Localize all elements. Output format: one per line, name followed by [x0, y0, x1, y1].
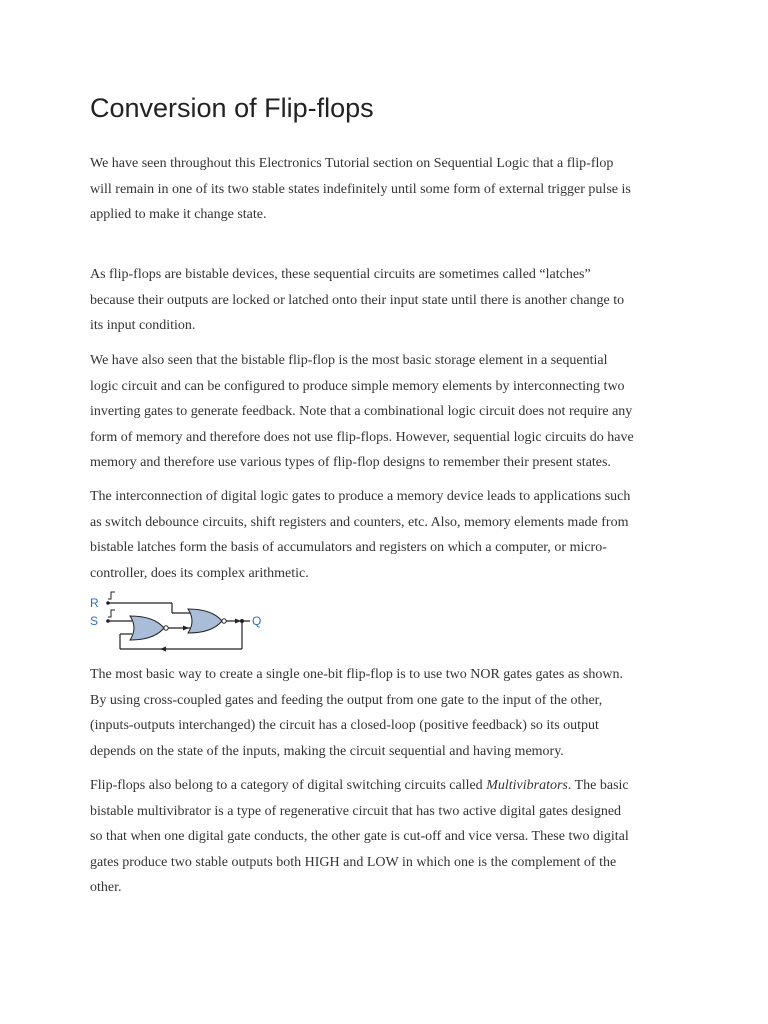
paragraph-nor-gates: [90, 662, 682, 764]
input-r-label: R: [90, 596, 99, 610]
text-line: controller, does its complex arithmetic.: [90, 565, 309, 581]
input-s-label: S: [90, 614, 99, 628]
text-line: applied to make it change state.: [90, 207, 267, 222]
text-line: bistable multivibrator is a type of regenerative circuit that has two active digital gates designed: [90, 803, 622, 819]
paragraph-storage-element: [90, 348, 682, 476]
text-segment: . The basic: [567, 778, 629, 793]
text-line: so that when one digital gate conducts, the other gate is cut-off and vice versa. These two digital: [90, 829, 629, 844]
text-line: [90, 773, 682, 799]
nor-gates: [130, 609, 222, 640]
text-line: as switch debounce circuits, shift registers and counters, etc. Also, memory elements made from: [90, 514, 629, 530]
text-line: We have seen throughout this Electronics Tutorial section on Sequential Logic that a flip-flop: [90, 156, 614, 171]
text-line: memory and therefore use various types of flip-flop designs to remember their present states.: [90, 455, 611, 470]
text-line: logic circuit and can be configured to produce simple memory elements by interconnecting two: [90, 378, 625, 394]
page-title: Conversion of Flip-flops: [90, 93, 374, 123]
text-line: bistable latches form the basis of accumulators and registers on which a computer, or micro-: [90, 540, 607, 555]
paragraph-multivibrators: [90, 773, 682, 901]
text-line: depends on the state of the inputs, making the circuit sequential and having memory.: [90, 743, 564, 759]
text-line: its input condition.: [90, 318, 196, 333]
paragraph-latches: [90, 262, 682, 339]
text-line: As flip-flops are bistable devices, these sequential circuits are sometimes called “latches”: [90, 267, 591, 282]
text-line: By using cross-coupled gates and feeding the output from one gate to the input of the other,: [90, 692, 603, 708]
text-line: The most basic way to create a single one-bit flip-flop is to use two NOR gates gates as shown.: [90, 667, 624, 682]
text-segment: Flip-flops also belong to a category of digital switching circuits called: [90, 778, 487, 793]
paragraph-applications: [90, 484, 682, 586]
text-line: because their outputs are locked or latched onto their input state until there is another change to: [90, 292, 625, 308]
text-line: gates produce two stable outputs both HIGH and LOW in which one is the complement of the: [90, 854, 617, 870]
text-line: inverting gates to generate feedback. Note that a combinational logic circuit does not require any: [90, 404, 633, 419]
circuit-wires: [108, 603, 250, 649]
text-line: will remain in one of its two stable states indefinitely until some form of external trigger pulse is: [90, 181, 631, 197]
emphasis-term: Multivibrators: [486, 778, 568, 793]
paragraph-intro: [90, 151, 682, 228]
text-line: We have also seen that the bistable flip-flop is the most basic storage element in a sequential: [90, 353, 608, 368]
output-q-label: Q: [252, 614, 262, 628]
nor-latch-diagram: [90, 588, 270, 652]
text-line: (inputs-outputs interchanged) the circuit has a closed-loop (positive feedback) so its output: [90, 718, 599, 733]
trigger-pulse-icons: [108, 592, 115, 617]
nor-gate-upper: [188, 609, 222, 633]
nor-gate-lower: [130, 616, 164, 640]
text-line: other.: [90, 880, 122, 895]
text-line: The interconnection of digital logic gates to produce a memory device leads to applications such: [90, 489, 631, 504]
circuit-junctions: [106, 601, 244, 630]
text-line: form of memory and therefore does not use flip-flops. However, sequential logic circuits do have: [90, 429, 634, 445]
